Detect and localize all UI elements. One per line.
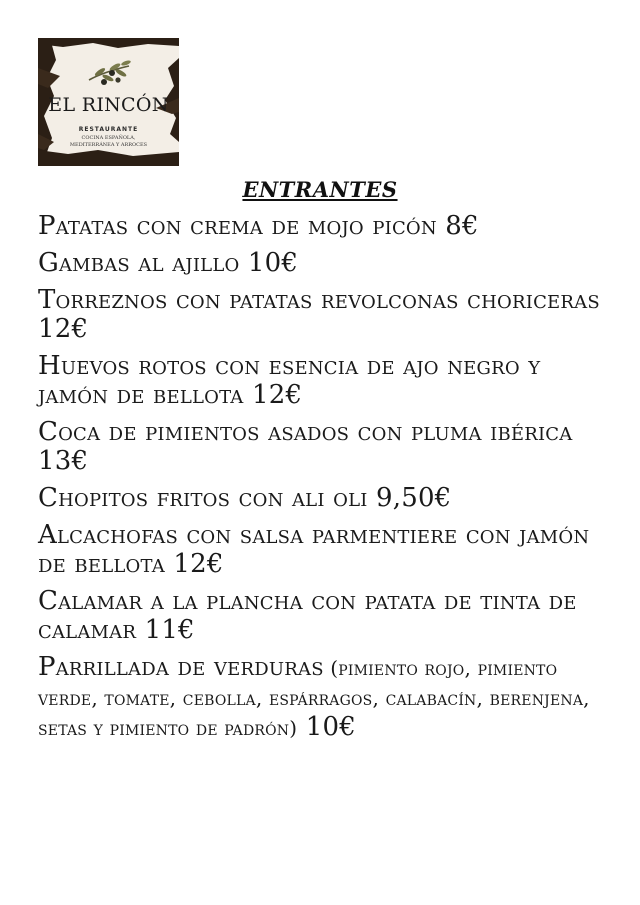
logo-subtitle: RESTAURANTE [78, 126, 139, 133]
menu-item: Chopitos fritos con ali oli 9,50€ [38, 483, 452, 513]
menu-item-name: Parrillada de verduras [38, 652, 324, 682]
menu-item [38, 653, 610, 743]
restaurant-logo [38, 38, 179, 166]
menu-list [38, 212, 610, 751]
menu-item: Gambas al ajillo 10€ [38, 248, 299, 278]
menu-item-price: 10€ [297, 712, 356, 742]
logo-tagline: COCINA ESPAÑOLA, MEDITERRÁNEA Y ARROCES [69, 135, 148, 148]
olive-branch-icon [86, 56, 132, 90]
menu-item: Calamar a la plancha con patata de tinta de calamar 11€ [38, 586, 577, 645]
menu-item: Coca de pimientos asados con pluma ibérica 13€ [38, 417, 573, 476]
menu-item: Alcachofas con salsa parmentiere con jamón de bellota 12€ [38, 520, 590, 579]
logo-name: EL RINCÓN [48, 94, 169, 116]
menu-item: Patatas con crema de mojo picón 8€ [38, 211, 479, 241]
menu-item-description: (pimiento rojo, pimiento verde, tomate, cebolla, espárragos, calabacín, berenjena, setas y pimiento de padrón) [38, 656, 590, 740]
menu-item: Torreznos con patatas revolconas choriceras 12€ [38, 285, 600, 344]
menu-item: Huevos rotos con esencia de ajo negro y jamón de bellota 12€ [38, 351, 541, 410]
section-heading: ENTRANTES [242, 177, 398, 202]
